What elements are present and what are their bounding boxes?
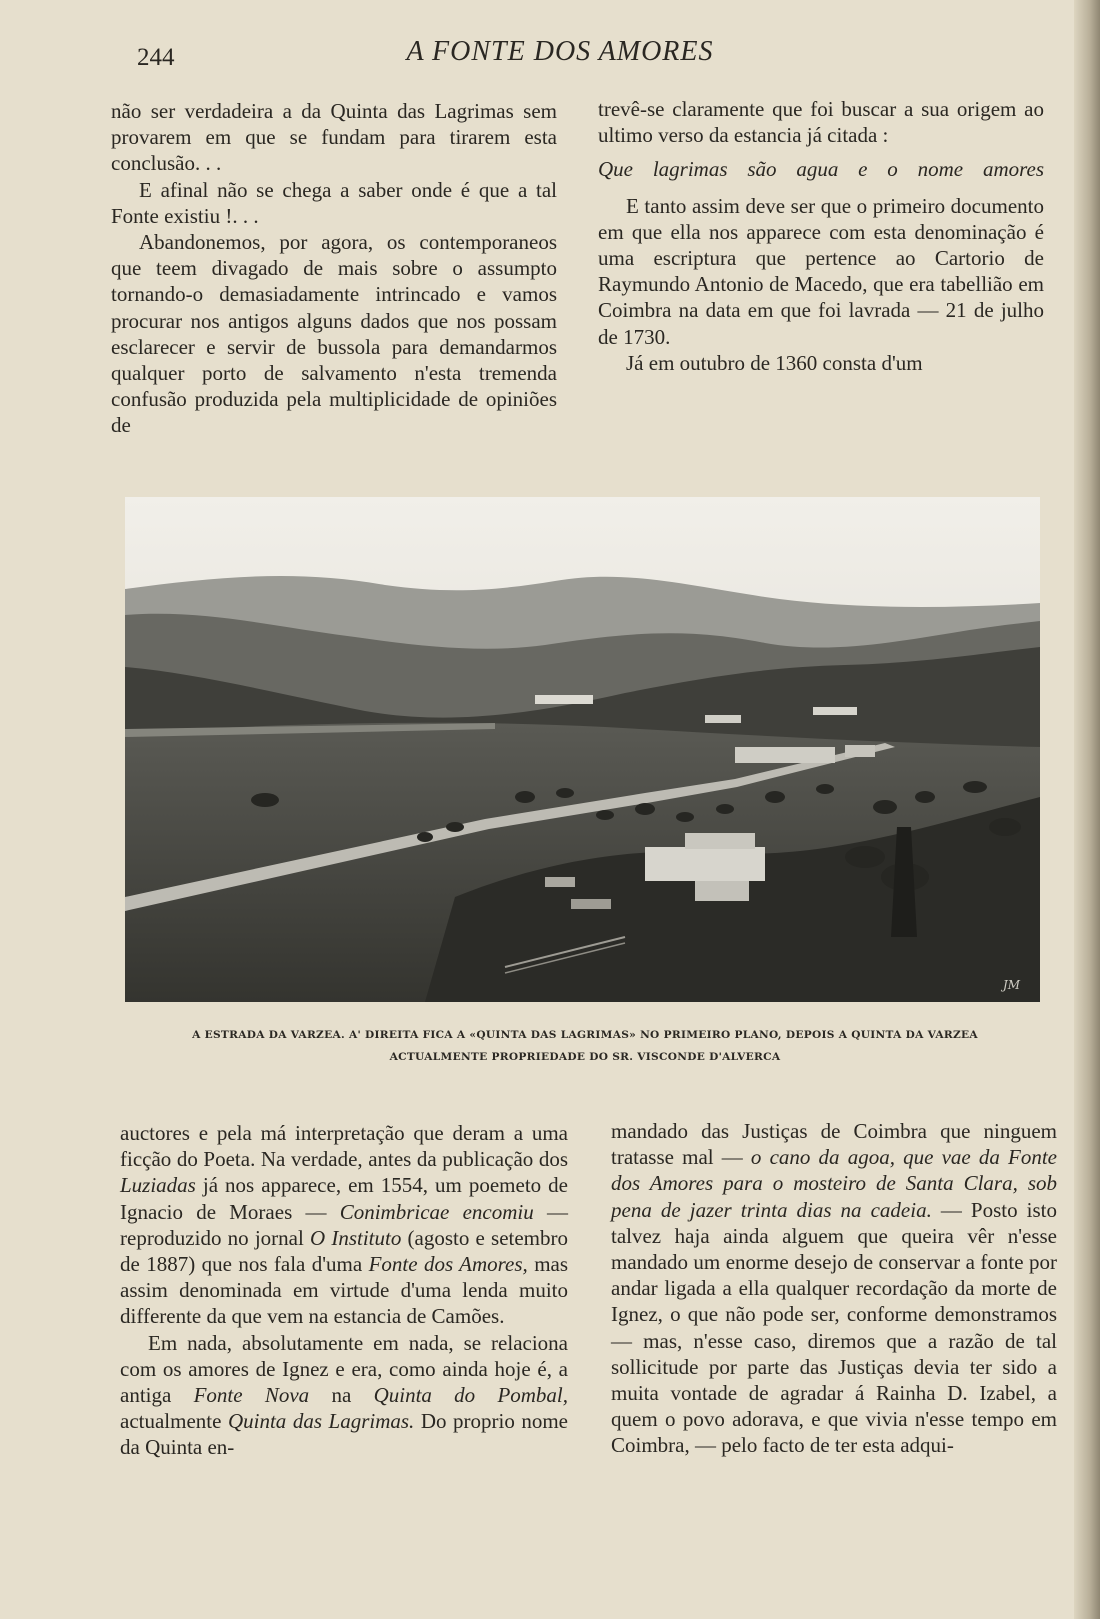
landscape-photograph xyxy=(125,497,1040,1002)
running-title: A FONTE DOS AMORES xyxy=(406,36,714,67)
caption-line-2: ACTUALMENTE PROPRIEDADE DO SR. VISCONDE D'ALVERCA xyxy=(389,1051,781,1063)
photographer-signature: JM xyxy=(1002,978,1020,992)
column-3 xyxy=(120,1120,568,1461)
paragraph: não ser verdadeira a da Quinta das Lagrimas sem provarem em que se fundam para tirarem esta conclusão. . . xyxy=(111,99,557,176)
column-2 xyxy=(598,96,1044,376)
column-1 xyxy=(111,98,557,439)
paragraph: trevê-se claramente que foi buscar a sua origem ao ultimo verso da estancia já citada : xyxy=(598,97,1044,148)
page-edge xyxy=(1074,0,1100,1619)
paragraph: mandado das Justiças de Coimbra que ninguem tratasse mal — o cano da agoa, que vae da Fonte dos Amores para o mosteiro de Santa Clara, sob pena de jazer trinta dias na cadeia. — Posto isto talvez haja ainda alguem que queira vêr n'esse mandado um enorme desejo de conservar a fonte por andar ligada a ella qualquer recordação da morte de Ignez, o que não pode ser, conforme demonstramos — mas, n'esse caso, diremos que a razão de tal sollicitude por parte das Justiças devia ter sido a muita vontade de agradar á Rainha D. Izabel, a quem o povo adorava, e que vivia n'esse tempo em Coimbra, — pelo facto de ter esta adqui- xyxy=(611,1119,1057,1458)
verse-quote: Que lagrimas são agua e o nome amores xyxy=(598,157,1044,182)
paragraph: Em nada, absolutamente em nada, se relaciona com os amores de Ignez e era, como ainda hoje é, a antiga Fonte Nova na Quinta do Pombal, actualmente Quinta das Lagrimas. Do proprio nome da Quinta en- xyxy=(120,1330,569,1460)
paragraph: E tanto assim deve ser que o primeiro documento em que ella nos apparece com esta denominação é uma escriptura que pertence ao Cartorio de Raymundo Antonio de Macedo, que era tabellião em Coimbra na data em que foi lavrada — 21 de julho de 1730. xyxy=(598,193,1044,349)
column-4 xyxy=(611,1118,1057,1459)
paragraph: auctores e pela má interpretação que deram a uma ficção do Poeta. Na verdade, antes da publicação dos Luziadas já nos apparece, em 1554, um poemeto de Ignacio de Moraes — Conimbricae encomiu — reproduzido no jornal O Instituto (agosto e setembro de 1887) que nos fala d'uma Fonte dos Amores, mas assim denominada em virtude d'uma lenda muito differente da que vem na estancia de Camões. xyxy=(120,1121,569,1329)
caption-line-1: A ESTRADA DA VARZEA. A' DIREITA FICA A «QUINTA DAS LAGRIMAS» NO PRIMEIRO PLANO, DEPOIS A QUINTA DA VARZEA xyxy=(192,1029,978,1041)
page-number: 244 xyxy=(137,44,175,71)
paragraph: Já em outubro de 1360 consta d'um xyxy=(626,350,923,375)
paragraph: E afinal não se chega a saber onde é que a tal Fonte existiu !. . . xyxy=(111,177,557,228)
paragraph: Abandonemos, por agora, os contemporaneos que teem divagado de mais sobre o assumpto tornando-o demasiadamente intrincado e vamos procurar nos antigos alguns dados que nos possam esclarecer e servir de bussola para demandarmos qualquer porto de salvamento n'esta tremenda confusão produzida pela multiplicidade de opiniões de xyxy=(111,230,557,438)
figure-caption xyxy=(150,1024,1020,1068)
